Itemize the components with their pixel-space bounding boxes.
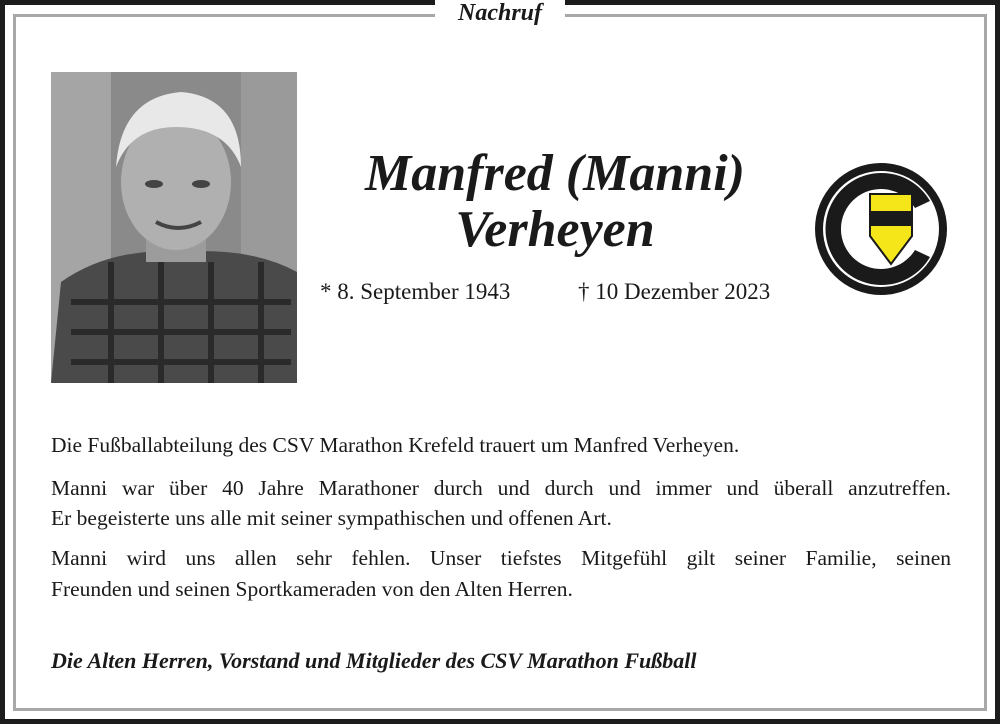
body-paragraph-3-line-1: Manni wird uns allen sehr fehlen. Unser tiefstes Mitgefühl gilt seiner Familie, seinen — [51, 546, 951, 570]
header-title: Nachruf — [435, 0, 565, 28]
portrait-photo — [51, 72, 297, 383]
death-date: † 10 Dezember 2023 — [578, 279, 771, 304]
name-line-2: Verheyen — [455, 201, 655, 258]
body-paragraph-3-line-2: Freunden und seinen Sportkameraden von den Alten Herren. — [51, 577, 573, 601]
name-line-1: Manfred (Manni) — [365, 145, 745, 202]
body-paragraph-1: Die Fußballabteilung des CSV Marathon Krefeld trauert um Manfred Verheyen. — [51, 433, 740, 457]
signature: Die Alten Herren, Vorstand und Mitglieder des CSV Marathon Fußball — [51, 648, 697, 673]
body-paragraph-2-line-2: Er begeisterte uns alle mit seiner sympathischen und offenen Art. — [51, 506, 612, 530]
club-logo — [812, 160, 950, 303]
birth-date: * 8. September 1943 — [320, 279, 511, 304]
body-paragraph-2-line-1: Manni war über 40 Jahre Marathoner durch und durch und immer und überall anzutreffen. — [51, 476, 951, 500]
